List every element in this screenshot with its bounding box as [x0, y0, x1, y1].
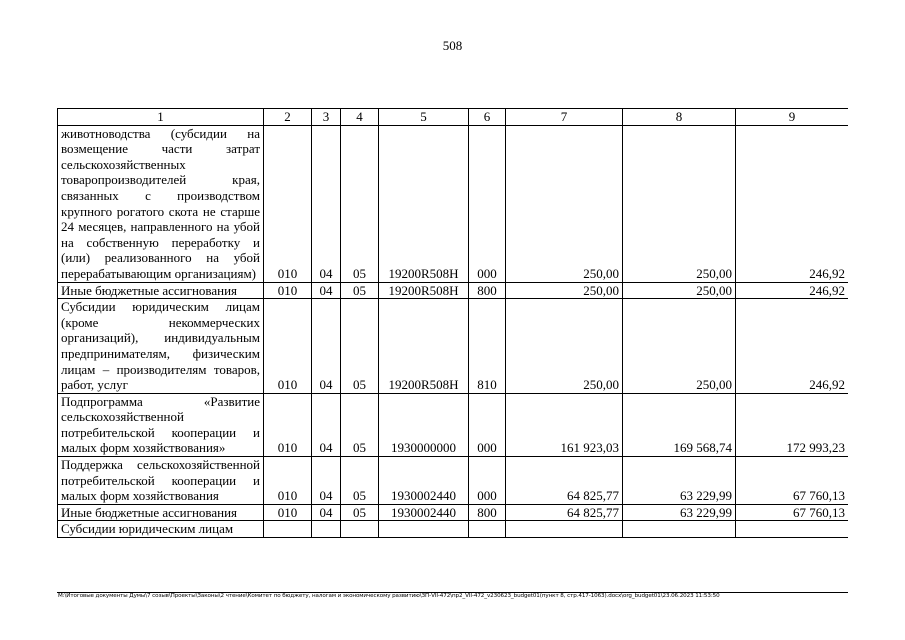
column-header-8: 8: [623, 109, 736, 126]
cell-c3: 04: [312, 282, 341, 299]
cell-c5: 19200R508Н: [379, 299, 469, 394]
cell-c3: 04: [312, 299, 341, 394]
table-row: [58, 457, 849, 505]
cell-c2: [264, 521, 312, 538]
cell-c3: 04: [312, 504, 341, 521]
cell-c3: [312, 521, 341, 538]
cell-c4: [341, 521, 379, 538]
cell-c7: [506, 521, 623, 538]
cell-c2: 010: [264, 504, 312, 521]
cell-c2: 010: [264, 457, 312, 505]
cell-c6: 800: [469, 282, 506, 299]
table-row: [58, 299, 849, 394]
column-header-7: 7: [506, 109, 623, 126]
column-header-5: 5: [379, 109, 469, 126]
cell-c8: 250,00: [623, 125, 736, 282]
column-header-3: 3: [312, 109, 341, 126]
table-header-row: [58, 109, 849, 126]
row-name: Субсидии юридическим лицам: [58, 521, 264, 538]
cell-c5: 19200R508Н: [379, 125, 469, 282]
cell-c7: 161 923,03: [506, 393, 623, 456]
budget-table: [57, 108, 848, 538]
column-header-1: 1: [58, 109, 264, 126]
cell-c8: 63 229,99: [623, 504, 736, 521]
cell-c4: 05: [341, 125, 379, 282]
cell-c8: 250,00: [623, 282, 736, 299]
row-name: Иные бюджетные ассигнования: [58, 282, 264, 299]
cell-c9: 246,92: [736, 282, 849, 299]
cell-c7: 250,00: [506, 125, 623, 282]
cell-c7: 250,00: [506, 299, 623, 394]
cell-c6: 000: [469, 457, 506, 505]
table-row: [58, 521, 849, 538]
column-header-2: 2: [264, 109, 312, 126]
cell-c6: [469, 521, 506, 538]
table-row: [58, 393, 849, 456]
cell-c8: 63 229,99: [623, 457, 736, 505]
cell-c7: 64 825,77: [506, 457, 623, 505]
cell-c4: 05: [341, 299, 379, 394]
cell-c8: 169 568,74: [623, 393, 736, 456]
table-row: [58, 125, 849, 282]
row-name: Иные бюджетные ассигнования: [58, 504, 264, 521]
column-header-9: 9: [736, 109, 849, 126]
cell-c5: 1930002440: [379, 504, 469, 521]
cell-c8: 250,00: [623, 299, 736, 394]
cell-c4: 05: [341, 282, 379, 299]
cell-c4: 05: [341, 504, 379, 521]
cell-c8: [623, 521, 736, 538]
cell-c2: 010: [264, 299, 312, 394]
cell-c5: 1930000000: [379, 393, 469, 456]
row-name: Субсидии юридическим лицам (кроме некоммерческих организаций), индивидуальным предпринимателям, физическим лицам – производителям товаров, работ, услуг: [58, 299, 264, 394]
cell-c6: 000: [469, 393, 506, 456]
table-row: [58, 282, 849, 299]
cell-c2: 010: [264, 282, 312, 299]
cell-c5: [379, 521, 469, 538]
cell-c9: 67 760,13: [736, 504, 849, 521]
cell-c7: 250,00: [506, 282, 623, 299]
row-name: Поддержка сельскохозяйственной потребительской кооперации и малых форм хозяйствования: [58, 457, 264, 505]
row-name: животноводства (субсидии на возмещение части затрат сельскохозяйственных товаропроизводителей края, связанных с производством крупного рогатого скота не старше 24 месяцев, направленного на убой на собственную переработку и (или) реализованного на убой перерабатывающим организациям): [58, 125, 264, 282]
cell-c3: 04: [312, 393, 341, 456]
cell-c2: 010: [264, 393, 312, 456]
cell-c9: 246,92: [736, 125, 849, 282]
cell-c6: 000: [469, 125, 506, 282]
cell-c9: 246,92: [736, 299, 849, 394]
cell-c4: 05: [341, 457, 379, 505]
table-row: [58, 504, 849, 521]
cell-c5: 1930002440: [379, 457, 469, 505]
column-header-4: 4: [341, 109, 379, 126]
cell-c6: 800: [469, 504, 506, 521]
footer-file-path: M:\Итоговые документы Думы\7 созыв\Проекты\Законы\2 чтение\Комитет по бюджету, налогам и экономическому развитию\ЗП-VII-472\пр2_VII-472_v230623_budget01(пункт 8, стр.417-1063).docx\org_budget01\23.06.2023 11:53:50: [58, 593, 720, 599]
cell-c7: 64 825,77: [506, 504, 623, 521]
cell-c9: [736, 521, 849, 538]
column-header-6: 6: [469, 109, 506, 126]
cell-c3: 04: [312, 457, 341, 505]
budget-table-container: [57, 108, 848, 593]
cell-c6: 810: [469, 299, 506, 394]
cell-c9: 172 993,23: [736, 393, 849, 456]
page-number: 508: [442, 38, 463, 53]
cell-c2: 010: [264, 125, 312, 282]
cell-c3: 04: [312, 125, 341, 282]
cell-c9: 67 760,13: [736, 457, 849, 505]
cell-c5: 19200R508Н: [379, 282, 469, 299]
cell-c4: 05: [341, 393, 379, 456]
row-name: Подпрограмма «Развитие сельскохозяйственной потребительской кооперации и малых форм хозяйствования»: [58, 393, 264, 456]
